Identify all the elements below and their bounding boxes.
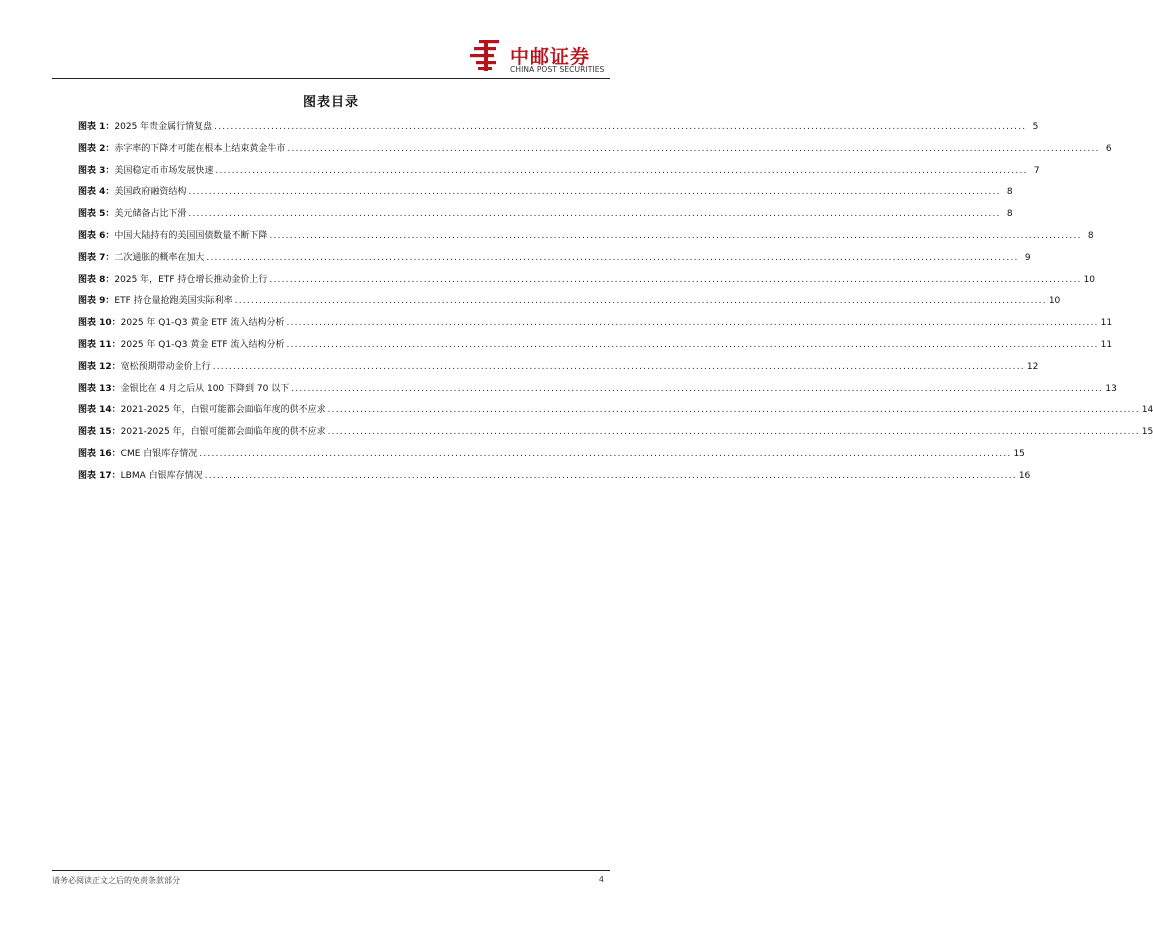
toc-entry-page: 5 (1032, 122, 1039, 132)
toc-entry-text: CME 白银库存情况 (120, 448, 198, 459)
toc-entry-page: 6 (1105, 143, 1112, 154)
toc-entry-label: 图表 14： (78, 405, 121, 416)
toc-entry-page: 11 (1100, 318, 1113, 329)
toc-entry[interactable] (78, 165, 1040, 187)
toc-dot-leader: ........................................................................................................................................................................................................ (188, 187, 1001, 198)
brand-logo (470, 38, 620, 78)
toc-dot-leader: ........................................................................................................................................................................................................ (291, 383, 1104, 394)
toc-entry-label: 图表 4： (78, 187, 115, 198)
toc-entry-label: 图表 6： (78, 230, 115, 241)
toc-entry-page: 8 (1006, 209, 1013, 220)
toc-entry[interactable] (78, 317, 1113, 339)
toc-entry-text: 中国大陆持有的美国国债数量不断下降 (114, 230, 268, 241)
toc-dot-leader: ........................................................................................................................................................................................................ (188, 209, 1001, 220)
toc-entry-text: 二次通胀的概率在加大 (114, 252, 205, 263)
toc-entry-label: 图表 11： (78, 339, 121, 350)
toc-entry[interactable] (78, 274, 1096, 296)
toc-entry-label: 图表 13： (78, 383, 121, 394)
toc-entry-label: 图表 5： (78, 209, 115, 220)
toc-title: 图表目录 (302, 95, 359, 110)
toc-dot-leader: ........................................................................................................................................................................................................ (287, 143, 1100, 154)
toc-entry-label: 图表 2： (78, 143, 115, 154)
toc-dot-leader: ........................................................................................................................................................................................................ (215, 165, 1028, 176)
toc-entry-page: 16 (1018, 470, 1031, 481)
toc-entry-label: 图表 3： (78, 165, 115, 176)
brand-name-cn: 中邮证券 (510, 46, 591, 68)
toc-entry[interactable] (78, 448, 1025, 470)
toc-dot-leader: ........................................................................................................................................................................................................ (327, 427, 1140, 438)
toc-dot-leader: ........................................................................................................................................................................................................ (327, 405, 1140, 416)
toc-dot-leader: ........................................................................................................................................................................................................ (269, 274, 1082, 285)
toc-dot-leader: ........................................................................................................................................................................................................ (199, 448, 1012, 459)
toc-entry-page: 8 (1087, 230, 1094, 241)
toc-list (78, 121, 1153, 492)
toc-entry[interactable] (78, 143, 1112, 165)
header-divider (52, 78, 610, 79)
toc-entry-label: 图表 12： (78, 361, 121, 372)
toc-entry-label: 图表 10： (78, 318, 121, 329)
toc-entry-text: 2025 年贵金属行情复盘 (114, 122, 213, 132)
toc-entry-text: 2021-2025 年，白银可能都会面临年度的供不应求 (120, 427, 326, 438)
china-post-logo-icon (470, 38, 502, 72)
toc-entry-label: 图表 7： (78, 252, 115, 263)
toc-entry[interactable] (78, 295, 1061, 317)
toc-entry-label: 图表 8： (78, 274, 115, 285)
toc-entry-text: 2025 年 Q1-Q3 黄金 ETF 流入结构分析 (120, 318, 285, 329)
toc-entry-label: 图表 16： (78, 448, 121, 459)
toc-dot-leader: ........................................................................................................................................................................................................ (206, 252, 1019, 263)
toc-entry-text: 美国稳定币市场发展快速 (114, 165, 214, 176)
toc-entry-text: 美元储备占比下滑 (114, 209, 187, 220)
toc-entry-text: ETF 持仓量抢跑美国实际利率 (114, 296, 233, 307)
toc-entry-page: 9 (1024, 252, 1031, 263)
toc-entry[interactable] (78, 230, 1094, 252)
toc-entry-label: 图表 17： (78, 470, 121, 481)
toc-entry-page: 15 (1141, 427, 1153, 438)
toc-entry[interactable] (78, 339, 1113, 361)
toc-entry-label: 图表 15： (78, 427, 121, 438)
toc-entry[interactable] (78, 426, 1153, 448)
toc-entry-text: 赤字率的下降才可能在根本上结束黄金牛市 (114, 143, 286, 154)
brand-name-en: CHINA POST SECURITIES (510, 65, 605, 74)
toc-dot-leader: ........................................................................................................................................................................................................ (286, 318, 1099, 329)
toc-entry-label: 图表 1： (78, 122, 115, 132)
toc-entry-page: 13 (1105, 383, 1117, 394)
toc-entry[interactable] (78, 361, 1039, 383)
toc-entry-text: 金银比在 4 月之后从 100 下降到 70 以下 (120, 383, 290, 394)
toc-entry-page: 10 (1083, 274, 1096, 285)
toc-entry-text: 2025 年 Q1-Q3 黄金 ETF 流入结构分析 (120, 339, 285, 350)
toc-entry-page: 15 (1013, 448, 1025, 459)
footer-disclaimer: 请务必阅读正文之后的免责条款部分 (52, 876, 180, 885)
toc-dot-leader: ........................................................................................................................................................................................................ (286, 339, 1099, 350)
toc-dot-leader: ........................................................................................................................................................................................................ (234, 296, 1047, 307)
toc-entry-page: 8 (1006, 187, 1013, 198)
toc-entry-text: 宽松预期带动金价上行 (120, 361, 211, 372)
toc-entry[interactable] (78, 208, 1013, 230)
toc-dot-leader: ........................................................................................................................................................................................................ (214, 122, 1027, 132)
toc-dot-leader: ........................................................................................................................................................................................................ (204, 470, 1017, 481)
toc-entry-page: 7 (1033, 165, 1040, 176)
toc-entry-page: 11 (1100, 339, 1113, 350)
toc-entry-label: 图表 9： (78, 296, 115, 307)
toc-entry-text: 美国政府融资结构 (114, 187, 187, 198)
toc-entry-page: 10 (1048, 296, 1061, 307)
page-number: 4 (598, 875, 604, 884)
toc-dot-leader: ........................................................................................................................................................................................................ (212, 361, 1025, 372)
toc-entry-page: 14 (1141, 405, 1153, 416)
toc-dot-leader: ........................................................................................................................................................................................................ (269, 230, 1082, 241)
toc-entry[interactable] (78, 252, 1031, 274)
toc-entry-text: 2021-2025 年，白银可能都会面临年度的供不应求 (120, 405, 326, 416)
footer-divider (52, 870, 610, 871)
toc-entry[interactable] (78, 470, 1031, 492)
toc-entry-text: 2025 年，ETF 持仓增长推动金价上行 (114, 274, 268, 285)
toc-entry[interactable] (78, 383, 1117, 405)
toc-entry-page: 12 (1026, 361, 1039, 372)
toc-entry[interactable] (78, 404, 1153, 426)
toc-entry[interactable] (78, 186, 1013, 208)
toc-entry-text: LBMA 白银库存情况 (120, 470, 203, 481)
toc-entry[interactable] (78, 121, 1039, 143)
